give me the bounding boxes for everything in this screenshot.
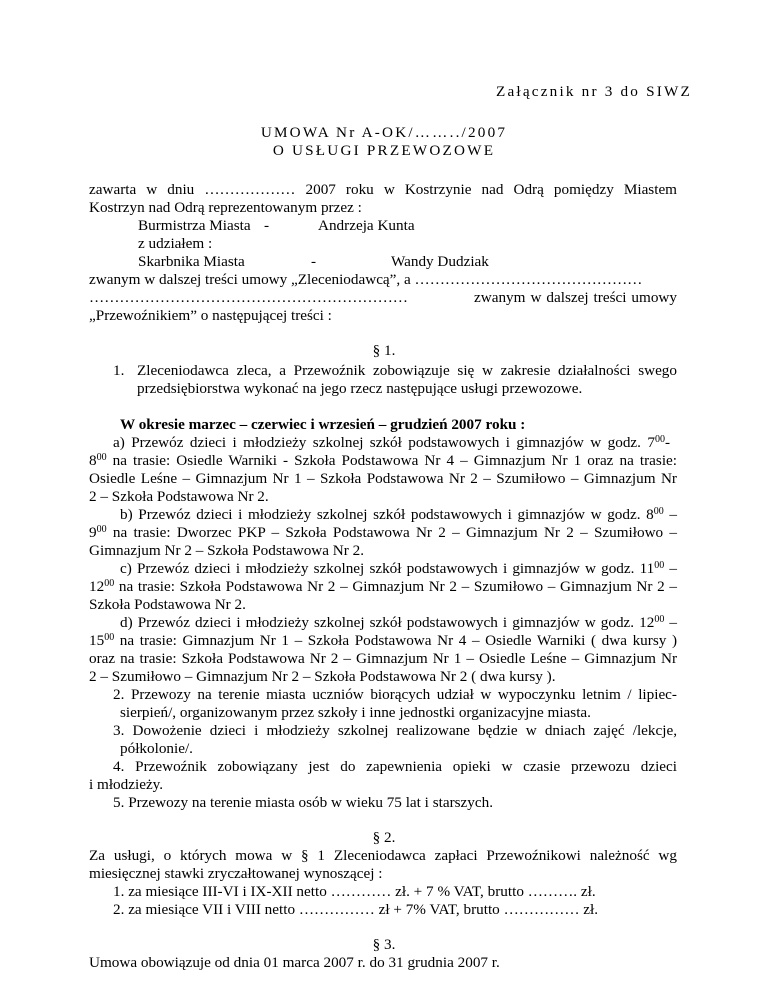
point-4-line: i młodzieży. xyxy=(89,776,164,793)
mayor-name: Andrzeja Kunta xyxy=(318,217,415,234)
hour: 15 xyxy=(89,632,105,649)
item-d-line xyxy=(89,632,677,650)
point-3-line: półkolonie/. xyxy=(120,740,193,757)
item-a-line xyxy=(89,452,677,470)
item-b-line xyxy=(89,524,677,542)
rate-item: 2. za miesiące VII i VIII netto …………… zł + 7% VAT, brutto …………… zł. xyxy=(113,901,599,918)
point-3-line: 3. Dowożenie dzieci i młodzieży szkolnej realizowane będzie w dniach zajęć /lekcje, xyxy=(113,722,677,739)
item-b-line xyxy=(120,506,677,524)
item-text: d) Przewóz dzieci i młodzieży szkolnej szkół podstawowych i gimnazjów w godz. 12 xyxy=(120,614,655,631)
section-heading: § 1. xyxy=(372,342,396,359)
intro-line: Kostrzyn nad Odrą reprezentowanym przez : xyxy=(89,199,362,216)
intro-line: zwanym w dalszej treści umowy xyxy=(474,289,677,306)
item-dash: – xyxy=(664,560,677,577)
intro-line: zwanym w dalszej treści umowy „Zleceniodawcą”, a ……………………………………… xyxy=(89,271,643,288)
treasurer-name: Wandy Dudziak xyxy=(391,253,489,270)
hour-sup: 00 xyxy=(654,433,665,445)
item-dash: – xyxy=(663,506,678,523)
hour-sup: 00 xyxy=(653,505,664,517)
period-heading: W okresie marzec – czerwiec i wrzesień – grudzień 2007 roku : xyxy=(120,416,526,433)
item-text: a) Przewóz dzieci i młodzieży szkolnej szkół podstawowych i gimnazjów w godz. 7 xyxy=(113,434,655,451)
item-d-line xyxy=(120,614,677,632)
section-heading: § 2. xyxy=(372,829,396,846)
hour-sup: 00 xyxy=(96,451,107,463)
item-text: na trasie: Osiedle Warniki - Szkoła Podstawowa Nr 4 – Gimnazjum Nr 1 oraz na trasie: xyxy=(106,452,677,469)
item-text: c) Przewóz dzieci i młodzieży szkolnej szkół podstawowych i gimnazjów w godz. 11 xyxy=(120,560,655,577)
item-c-line xyxy=(89,578,677,596)
paragraph-line: miesięcznej stawki zryczałtowanej wynoszącej : xyxy=(89,865,383,882)
intro-dots: ……………………………………………………… xyxy=(89,289,408,306)
intro-line: „Przewoźnikiem” o następującej treści : xyxy=(89,307,332,324)
item-dash: – xyxy=(664,614,677,631)
dash: - xyxy=(311,253,317,270)
item-a-line: Osiedle Leśne – Gimnazjum Nr 1 – Szkoła Podstawowa Nr 2 – Szumiłowo – Gimnazjum Nr xyxy=(89,470,677,487)
hour-sup: 00 xyxy=(654,559,665,571)
item-a-line: 2 – Szkoła Podstawowa Nr 2. xyxy=(89,488,269,505)
item-text: b) Przewóz dzieci i młodzieży szkolnej szkół podstawowych i gimnazjów w godz. 8 xyxy=(120,506,654,523)
treasurer-role: Skarbnika Miasta xyxy=(138,253,245,270)
hour: 8 xyxy=(89,452,97,469)
contract-title: UMOWA Nr A-OK/……../2007 xyxy=(260,124,508,141)
intro-line: zawarta w dniu ……………… 2007 roku w Kostrzynie nad Odrą pomiędzy Miastem xyxy=(89,181,677,198)
with-label: z udziałem : xyxy=(138,235,213,252)
point-5-line: 5. Przewozy na terenie miasta osób w wieku 75 lat i starszych. xyxy=(113,794,493,811)
item-a-line xyxy=(113,434,670,452)
item-dash: - xyxy=(664,434,670,451)
list-number: 1. xyxy=(113,362,125,379)
item-text: na trasie: Szkoła Podstawowa Nr 2 – Gimnazjum Nr 2 – Szumiłowo – Gimnazjum Nr 2 – xyxy=(114,578,677,595)
paragraph-line: Umowa obowiązuje od dnia 01 marca 2007 r. do 31 grudnia 2007 r. xyxy=(89,954,500,971)
hour: 12 xyxy=(89,578,105,595)
contract-subtitle: O USŁUGI PRZEWOZOWE xyxy=(272,142,496,159)
item-text: na trasie: Gimnazjum Nr 1 – Szkoła Podstawowa Nr 4 – Osiedle Warniki ( dwa kursy ) xyxy=(114,632,677,649)
dash: - xyxy=(264,217,270,234)
point-2-line: 2. Przewozy na terenie miasta uczniów biorących udział w wypoczynku letnim / lipiec- xyxy=(113,686,677,703)
item-b-line: Gimnazjum Nr 2 – Szkoła Podstawowa Nr 2. xyxy=(89,542,365,559)
item-d-line: oraz na trasie: Szkoła Podstawowa Nr 2 – Gimnazjum Nr 1 – Osiedle Leśne – Gimnazjum Nr xyxy=(89,650,677,667)
paragraph-line: Zleceniodawca zleca, a Przewoźnik zobowiązuje się w zakresie działalności swego xyxy=(137,362,677,379)
item-d-line: 2 – Szumiłowo – Gimnazjum Nr 2 – Szkoła Podstawowa Nr 2 ( dwa kursy ). xyxy=(89,668,556,685)
hour-sup: 00 xyxy=(654,613,665,625)
hour-sup: 00 xyxy=(104,631,115,643)
point-2-line: sierpień/, organizowanym przez szkoły i inne jednostki organizacyjne miasta. xyxy=(120,704,591,721)
item-text: na trasie: Dworzec PKP – Szkoła Podstawowa Nr 2 – Gimnazjum Nr 2 – Szumiłowo – xyxy=(106,524,677,541)
paragraph-line: Za usługi, o których mowa w § 1 Zleceniodawca zapłaci Przewoźnikowi należność wg xyxy=(89,847,677,864)
rate-item: 1. za miesiące III-VI i IX-XII netto ………… zł. + 7 % VAT, brutto ………. zł. xyxy=(113,883,596,900)
item-c-line xyxy=(120,560,677,578)
section-heading: § 3. xyxy=(372,936,396,953)
hour-sup: 00 xyxy=(104,577,115,589)
point-4-line: 4. Przewoźnik zobowiązany jest do zapewnienia opieki w czasie przewozu dzieci xyxy=(113,758,677,775)
mayor-role: Burmistrza Miasta xyxy=(138,217,251,234)
item-c-line: Szkoła Podstawowa Nr 2. xyxy=(89,596,246,613)
attachment-label: Załącznik nr 3 do SIWZ xyxy=(496,83,693,100)
hour: 9 xyxy=(89,524,97,541)
paragraph-line: przedsiębiorstwa wykonać na jego rzecz następujące usługi przewozowe. xyxy=(137,380,583,397)
hour-sup: 00 xyxy=(96,523,107,535)
